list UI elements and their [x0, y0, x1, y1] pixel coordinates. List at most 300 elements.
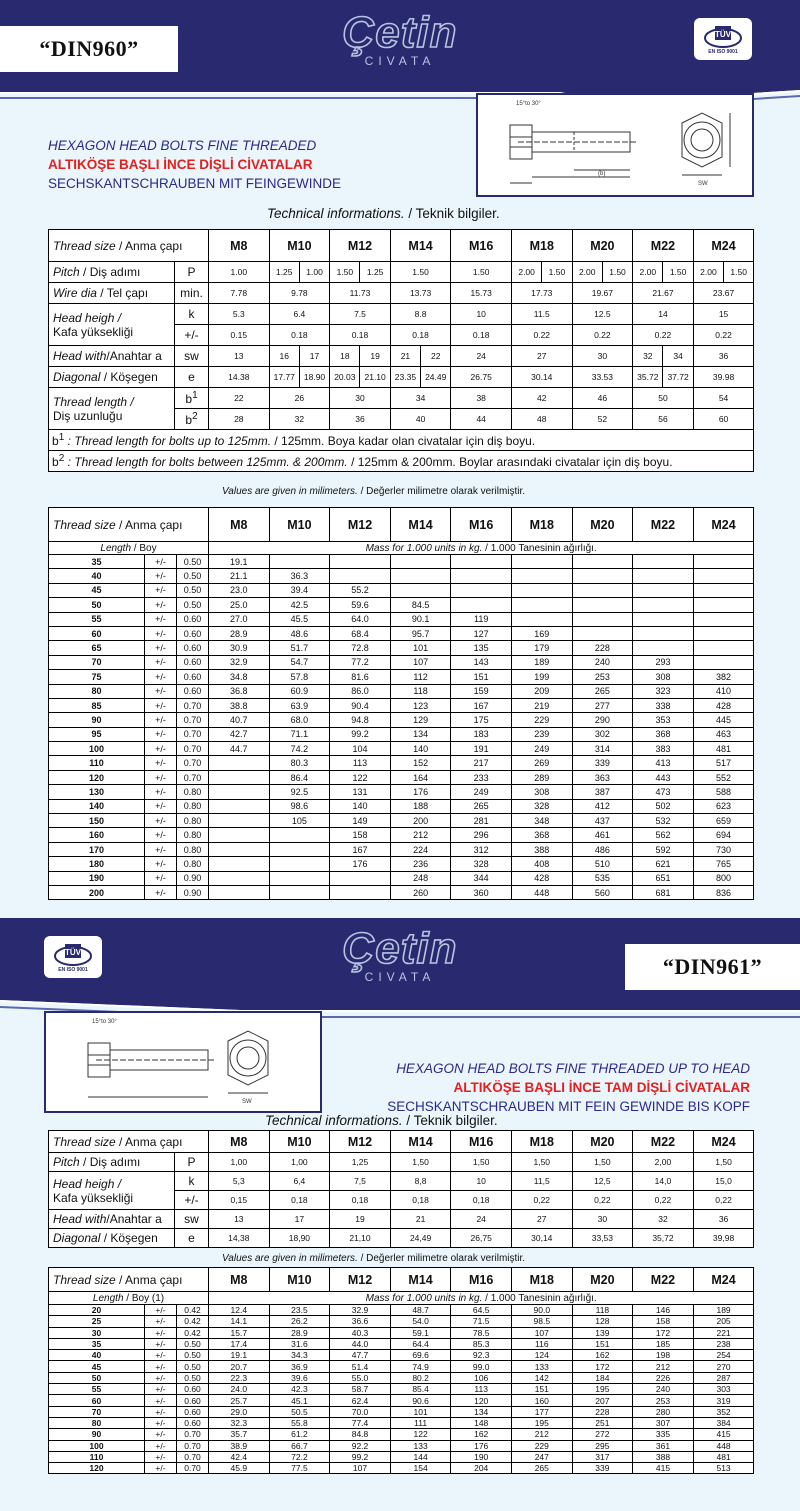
- k_tol-cell: 0,18: [330, 1191, 391, 1210]
- thread-length-b1-row: Thread length / Diş uzunluğu $b^1$ 22 26 30 34 38 42 46 50 54: [49, 388, 754, 409]
- tolerance-sign-cell: +/-: [145, 885, 177, 899]
- mass-cell: 84.8: [330, 1429, 391, 1440]
- b1-cell: 46: [572, 388, 633, 409]
- mass-cell: 265: [511, 1463, 572, 1474]
- wrench-size-row: Head with/Anahtar a sw 13 17 19 21 24 27 30 32 36: [49, 1210, 754, 1229]
- mass-cell: [269, 555, 330, 569]
- b2-cell: 56: [633, 409, 694, 430]
- mass-cell: 290: [572, 713, 633, 727]
- tolerance-sign-cell: +/-: [145, 1327, 177, 1338]
- k-cell: 6,4: [269, 1172, 330, 1191]
- length-cell: 65: [49, 641, 145, 655]
- k_tol-cell: 0.18: [390, 325, 451, 346]
- mass-cell: 319: [693, 1395, 754, 1406]
- mass-cell: [209, 770, 270, 784]
- length-cell: 55: [49, 612, 145, 626]
- tolerance-sign-cell: +/-: [145, 770, 177, 784]
- mass-cell: [330, 555, 391, 569]
- mass-cell: 183: [451, 727, 512, 741]
- mass-cell: 185: [633, 1338, 694, 1349]
- pitch-cell-part: 1.50: [662, 262, 692, 282]
- e-cell: [330, 367, 391, 388]
- mass-cell: 176: [390, 785, 451, 799]
- mass-cell: 179: [511, 641, 572, 655]
- mass-cell: 552: [693, 770, 754, 784]
- spec-header-row: Thread size / Anma çapı M8 M10 M12 M14 M16 M18 M20 M22 M24: [49, 1131, 754, 1153]
- mass-cell: 335: [633, 1429, 694, 1440]
- mass-cell: [572, 598, 633, 612]
- k_tol-cell: 0.18: [269, 325, 330, 346]
- pitch-cell-part: 1.25: [359, 262, 389, 282]
- mass-cell: [633, 612, 694, 626]
- b1-cell: 54: [693, 388, 754, 409]
- diagonal-row: Diagonal / Köşegen e 14,38 18,90 21,10 24,49 26,75 30,14 33,53 35,72 39,98: [49, 1229, 754, 1248]
- mass-cell: 249: [511, 742, 572, 756]
- tolerance-cell: 0.50: [177, 1361, 209, 1372]
- mass-cell: 265: [572, 684, 633, 698]
- mass-cell: [511, 612, 572, 626]
- size-header: M16: [451, 1268, 512, 1292]
- mass-cell: 289: [511, 770, 572, 784]
- mass-cell: 123: [390, 698, 451, 712]
- length-cell: 95: [49, 727, 145, 741]
- tolerance-cell: 0.50: [177, 569, 209, 583]
- mass-cell: 198: [633, 1350, 694, 1361]
- e-cell: 30.14: [511, 367, 572, 388]
- mass-cell: 99.0: [451, 1361, 512, 1372]
- mass-cell: 152: [390, 756, 451, 770]
- mass-cell: [633, 555, 694, 569]
- mass-cell: [633, 626, 694, 640]
- mass-cell: 77.4: [330, 1417, 391, 1428]
- spec-table-din960: [48, 229, 754, 472]
- sw-cell: 13: [209, 1210, 270, 1229]
- e-cell: 35,72: [633, 1229, 694, 1248]
- tolerance-cell: 0.80: [177, 857, 209, 871]
- length-cell: 90: [49, 1429, 145, 1440]
- sw-cell-part: 16: [279, 351, 289, 361]
- mass-cell: 32.9: [330, 1305, 391, 1316]
- mass-cell: 74.2: [269, 742, 330, 756]
- mass-cell: 209: [511, 684, 572, 698]
- mass-cell: 105: [269, 814, 330, 828]
- size-header: M20: [572, 230, 633, 262]
- mass-cell: 323: [633, 684, 694, 698]
- size-header: M16: [451, 230, 512, 262]
- title-german: SECHSKANTSCHRAUBEN MIT FEIN GEWINDE BIS KOPF: [387, 1099, 750, 1114]
- k_tol-cell: 0,22: [633, 1191, 694, 1210]
- mass-cell: 42.4: [209, 1451, 270, 1462]
- mass-cell: 61.2: [269, 1429, 330, 1440]
- head-tolerance-row: +/- 0.15 0.18 0.18 0.18 0.18 0.22 0.22 0.22 0.22: [49, 325, 754, 346]
- mass-cell: 85.3: [451, 1338, 512, 1349]
- mass-cell: 562: [633, 828, 694, 842]
- mass-cell: 71.1: [269, 727, 330, 741]
- tolerance-cell: 0.50: [177, 598, 209, 612]
- mass-cell: 12.4: [209, 1305, 270, 1316]
- mass-cell: 272: [572, 1429, 633, 1440]
- tolerance-cell: 0.70: [177, 1440, 209, 1451]
- mass-cell: 60.9: [269, 684, 330, 698]
- pitch-cell: 2,00: [633, 1153, 694, 1172]
- mass-cell: 384: [693, 1417, 754, 1428]
- size-header: M14: [390, 508, 451, 542]
- mass-cell: 158: [330, 828, 391, 842]
- table-row: [49, 1463, 754, 1474]
- tolerance-cell: 0.80: [177, 799, 209, 813]
- table-row: [49, 1316, 754, 1327]
- tolerance-sign-cell: +/-: [145, 1463, 177, 1474]
- tolerance-sign-cell: +/-: [145, 626, 177, 640]
- mass-cell: 57.8: [269, 670, 330, 684]
- pitch-cell: [633, 262, 694, 283]
- mass-cell: 36.9: [269, 1361, 330, 1372]
- mass-cell: 23.0: [209, 583, 270, 597]
- product-titles-din960: [48, 136, 341, 193]
- mass-cell: 36.6: [330, 1316, 391, 1327]
- e-cell-part: 24.49: [420, 367, 450, 387]
- length-cell: 45: [49, 1361, 145, 1372]
- mass-cell: [572, 569, 633, 583]
- mass-cell: 207: [572, 1395, 633, 1406]
- mass-cell: 360: [451, 885, 512, 899]
- svg-text:TÜV: TÜV: [715, 29, 731, 39]
- k-cell: 12.5: [572, 304, 633, 325]
- tolerance-cell: 0.70: [177, 1463, 209, 1474]
- mass-cell: 233: [451, 770, 512, 784]
- size-header: M24: [693, 508, 754, 542]
- mass-cell: 836: [693, 885, 754, 899]
- mass-cell: 338: [633, 698, 694, 712]
- mass-cell: 120: [451, 1395, 512, 1406]
- k-cell: 14,0: [633, 1172, 694, 1191]
- pitch-cell: [572, 262, 633, 283]
- mass-cell: 176: [330, 857, 391, 871]
- tolerance-cell: 0.80: [177, 785, 209, 799]
- wire-cell: 9.78: [269, 283, 330, 304]
- mass-cell: 353: [633, 713, 694, 727]
- diagonal-row: Diagonal / Köşegen e 14.38 17.77 18.90 20.03 21.10 23.35 24.49 26.75 30.14 33.53 35.72 37.72 39.98: [49, 367, 754, 388]
- mass-cell: 219: [511, 698, 572, 712]
- tolerance-sign-cell: +/-: [145, 727, 177, 741]
- mass-cell: [693, 598, 754, 612]
- mass-cell: 94.8: [330, 713, 391, 727]
- sw-cell: 19: [330, 1210, 391, 1229]
- k_tol-cell: 0,22: [511, 1191, 572, 1210]
- tolerance-sign-cell: +/-: [145, 583, 177, 597]
- tolerance-sign-cell: +/-: [145, 670, 177, 684]
- mass-cell: 54.7: [269, 655, 330, 669]
- mass-cell: [633, 583, 694, 597]
- mass-cell: 217: [451, 756, 512, 770]
- mass-cell: 352: [693, 1406, 754, 1417]
- tolerance-cell: 0.50: [177, 555, 209, 569]
- iso-seal-logo: TÜV EN ISO 9001: [44, 936, 102, 978]
- mass-cell: 253: [572, 670, 633, 684]
- technical-info-heading: Technical informations. / Teknik bilgiler.: [267, 206, 500, 221]
- e-cell: 21,10: [330, 1229, 391, 1248]
- mass-cell: 800: [693, 871, 754, 885]
- spec-table-din961: [48, 1130, 754, 1248]
- mass-cell: 224: [390, 842, 451, 856]
- mass-cell: [693, 555, 754, 569]
- mass-cell: 151: [572, 1338, 633, 1349]
- k_tol-cell: 0.22: [511, 325, 572, 346]
- length-cell: 70: [49, 655, 145, 669]
- mass-cell: [693, 655, 754, 669]
- k_tol-cell: 0.22: [633, 325, 694, 346]
- mass-cell: 247: [511, 1451, 572, 1462]
- mass-cell: 32.9: [209, 655, 270, 669]
- svg-text:(b): (b): [598, 171, 606, 177]
- mass-cell: 158: [633, 1316, 694, 1327]
- mass-subheader-row: Length / Boy (1) Mass for 1.000 units in kg. / 1.000 Tanesinin ağırlığı.: [49, 1292, 754, 1305]
- length-cell: 100: [49, 742, 145, 756]
- mass-cell: 160: [511, 1395, 572, 1406]
- tolerance-sign-cell: +/-: [145, 713, 177, 727]
- size-header: M10: [269, 508, 330, 542]
- mass-cell: 133: [390, 1440, 451, 1451]
- table-row: [49, 684, 754, 698]
- tolerance-cell: 0.60: [177, 1406, 209, 1417]
- table-row: [49, 814, 754, 828]
- table-row: [49, 1384, 754, 1395]
- title-turkish: ALTIKÖŞE BAŞLI İNCE DİŞLİ CİVATALAR: [48, 157, 313, 172]
- mass-cell: 413: [633, 756, 694, 770]
- k_tol-cell: 0.18: [451, 325, 512, 346]
- mass-cell: 339: [572, 756, 633, 770]
- mass-cell: 387: [572, 785, 633, 799]
- e-cell: [269, 367, 330, 388]
- mass-cell: 92.2: [330, 1440, 391, 1451]
- mass-cell: 303: [693, 1384, 754, 1395]
- technical-info-heading: Technical informations. / Teknik bilgiler.: [265, 1113, 498, 1128]
- title-english: HEXAGON HEAD BOLTS FINE THREADED UP TO HEAD: [396, 1061, 750, 1076]
- e-cell: 33,53: [572, 1229, 633, 1248]
- mass-cell: 107: [511, 1327, 572, 1338]
- mass-cell: 295: [572, 1440, 633, 1451]
- mass-cell: 68.4: [330, 626, 391, 640]
- table-row: [49, 799, 754, 813]
- mass-cell: 19.1: [209, 1350, 270, 1361]
- mass-cell: [633, 569, 694, 583]
- svg-text:TÜV: TÜV: [65, 947, 81, 957]
- mass-cell: 382: [693, 670, 754, 684]
- mass-cell: 44.0: [330, 1338, 391, 1349]
- mass-cell: 412: [572, 799, 633, 813]
- b1-cell: 42: [511, 388, 572, 409]
- tolerance-cell: 0.70: [177, 742, 209, 756]
- mass-cell: 199: [511, 670, 572, 684]
- tolerance-sign-cell: +/-: [145, 828, 177, 842]
- mass-cell: 28.9: [269, 1327, 330, 1338]
- mass-cell: 191: [451, 742, 512, 756]
- tolerance-sign-cell: +/-: [145, 612, 177, 626]
- mass-cell: 383: [633, 742, 694, 756]
- tolerance-cell: 0.50: [177, 1372, 209, 1383]
- length-cell: 35: [49, 555, 145, 569]
- size-header: M10: [269, 1131, 330, 1153]
- tolerance-sign-cell: +/-: [145, 1417, 177, 1428]
- mass-cell: 148: [451, 1417, 512, 1428]
- mass-cell: 226: [633, 1372, 694, 1383]
- mass-cell: 64.4: [390, 1338, 451, 1349]
- pitch-cell-part: 1.50: [336, 267, 354, 277]
- mass-cell: 59.1: [390, 1327, 451, 1338]
- tolerance-sign-cell: +/-: [145, 1316, 177, 1327]
- wire-dia-row: Wire dia / Tel çapı min. 7.78 9.78 11.73 13.73 15.73 17.73 19.67 21.67 23.67: [49, 283, 754, 304]
- mass-cell: 287: [693, 1372, 754, 1383]
- mass-cell: 129: [390, 713, 451, 727]
- table-row: [49, 1327, 754, 1338]
- tolerance-sign-cell: +/-: [145, 857, 177, 871]
- mass-cell: 101: [390, 1406, 451, 1417]
- size-header: M16: [451, 1131, 512, 1153]
- tolerance-sign-cell: +/-: [145, 742, 177, 756]
- mass-cell: 134: [390, 727, 451, 741]
- tolerance-cell: 0.42: [177, 1305, 209, 1316]
- mass-cell: 55.2: [330, 583, 391, 597]
- mass-cell: 45.1: [269, 1395, 330, 1406]
- mass-cell: 24.0: [209, 1384, 270, 1395]
- pitch-row: Pitch / Diş adımı P 1,00 1,00 1,25 1,50 1,50 1,50 1,50 2,00 1,50: [49, 1153, 754, 1172]
- note-b2-row: $b^2$ : Thread length for bolts between 125mm. & 200mm. / 125mm & 200mm. Boylar arasındaki civatalar için diş boyu.: [49, 451, 754, 472]
- e-cell: 39,98: [693, 1229, 754, 1248]
- mass-cell: 167: [330, 842, 391, 856]
- length-cell: 50: [49, 598, 145, 612]
- k_tol-cell: 0,18: [390, 1191, 451, 1210]
- b2-cell: 44: [451, 409, 512, 430]
- wire-cell: 11.73: [330, 283, 391, 304]
- mass-cell: 212: [390, 828, 451, 842]
- table-row: [49, 1406, 754, 1417]
- tolerance-sign-cell: +/-: [145, 842, 177, 856]
- b1-cell: 30: [330, 388, 391, 409]
- mass-cell: 45.5: [269, 612, 330, 626]
- mass-cell: 162: [572, 1350, 633, 1361]
- size-header: M14: [390, 1131, 451, 1153]
- pitch-cell-part: 2.00: [578, 267, 596, 277]
- tolerance-sign-cell: +/-: [145, 1395, 177, 1406]
- b2-cell: 48: [511, 409, 572, 430]
- length-cell: 25: [49, 1316, 145, 1327]
- mass-cell: [390, 583, 451, 597]
- mass-cell: 681: [633, 885, 694, 899]
- svg-text:15°to 30°: 15°to 30°: [516, 101, 541, 107]
- mass-cell: [330, 885, 391, 899]
- table-row: [49, 1440, 754, 1451]
- mass-cell: 38.8: [209, 698, 270, 712]
- mass-cell: 25.0: [209, 598, 270, 612]
- e-cell-part: 23.35: [394, 372, 417, 382]
- mass-cell: 302: [572, 727, 633, 741]
- mass-cell: 99.2: [330, 727, 391, 741]
- mass-cell: [451, 555, 512, 569]
- tolerance-cell: 0.90: [177, 871, 209, 885]
- sw-cell: 13: [209, 346, 270, 367]
- mass-cell: 118: [572, 1305, 633, 1316]
- pitch-cell: [330, 262, 391, 283]
- pitch-cell: 1,00: [269, 1153, 330, 1172]
- k_tol-cell: 0,18: [451, 1191, 512, 1210]
- mass-cell: 154: [390, 1463, 451, 1474]
- length-cell: 170: [49, 842, 145, 856]
- wire-cell: 17.73: [511, 283, 572, 304]
- mass-cell: 98.6: [269, 799, 330, 813]
- tolerance-sign-cell: +/-: [145, 785, 177, 799]
- mass-cell: 50.5: [269, 1406, 330, 1417]
- mass-cell: [209, 885, 270, 899]
- table-row: [49, 1338, 754, 1349]
- mass-cell: 48.6: [269, 626, 330, 640]
- e-cell-part: 35.72: [637, 372, 659, 382]
- k_tol-cell: 0.22: [693, 325, 754, 346]
- pitch-cell-part: 1.25: [275, 267, 293, 277]
- mass-cell: 363: [572, 770, 633, 784]
- table-row: [49, 842, 754, 856]
- mass-cell: 122: [390, 1429, 451, 1440]
- mass-cell: 172: [572, 1361, 633, 1372]
- mass-cell: 40.3: [330, 1327, 391, 1338]
- mass-cell: 133: [511, 1361, 572, 1372]
- size-header: M22: [633, 508, 694, 542]
- mass-cell: 195: [572, 1384, 633, 1395]
- mass-cell: [269, 828, 330, 842]
- spec-header-row: Thread size / Anma çapı M8 M10 M12 M14 M16 M18 M20 M22 M24: [49, 230, 754, 262]
- length-cell: 110: [49, 1451, 145, 1462]
- mass-cell: [451, 583, 512, 597]
- tolerance-sign-cell: +/-: [145, 684, 177, 698]
- mass-cell: [633, 641, 694, 655]
- table-row: [49, 670, 754, 684]
- mass-cell: 34.8: [209, 670, 270, 684]
- mass-cell: 58.7: [330, 1384, 391, 1395]
- mass-cell: [209, 871, 270, 885]
- k-cell: 7,5: [330, 1172, 391, 1191]
- iso-seal-logo: TÜV EN ISO 9001: [694, 18, 752, 60]
- mass-cell: 200: [390, 814, 451, 828]
- mass-cell: 513: [693, 1463, 754, 1474]
- mass-cell: 408: [511, 857, 572, 871]
- mass-cell: 44.7: [209, 742, 270, 756]
- mass-cell: 40.7: [209, 713, 270, 727]
- mass-cell: 22.3: [209, 1372, 270, 1383]
- mass-cell: 131: [330, 785, 391, 799]
- k_tol-cell: 0.15: [209, 325, 270, 346]
- sw-cell: 36: [693, 346, 754, 367]
- certification-icon: [53, 942, 93, 966]
- pitch-cell: 1,50: [693, 1153, 754, 1172]
- mass-cell: 229: [511, 1440, 572, 1451]
- wire-cell: 15.73: [451, 283, 512, 304]
- mass-cell: 236: [390, 857, 451, 871]
- k-cell: 5.3: [209, 304, 270, 325]
- size-header: M22: [633, 230, 694, 262]
- table-row: [49, 641, 754, 655]
- b2-cell: 60: [693, 409, 754, 430]
- mass-cell: 86.4: [269, 770, 330, 784]
- tolerance-sign-cell: +/-: [145, 598, 177, 612]
- mass-cell: 25.7: [209, 1395, 270, 1406]
- length-cell: 120: [49, 1463, 145, 1474]
- size-header: M24: [693, 1268, 754, 1292]
- mass-cell: 90.6: [390, 1395, 451, 1406]
- mass-cell: 281: [451, 814, 512, 828]
- mass-cell: 254: [693, 1350, 754, 1361]
- pitch-cell-part: 1.00: [299, 262, 329, 282]
- length-cell: 150: [49, 814, 145, 828]
- mass-cell: 66.7: [269, 1440, 330, 1451]
